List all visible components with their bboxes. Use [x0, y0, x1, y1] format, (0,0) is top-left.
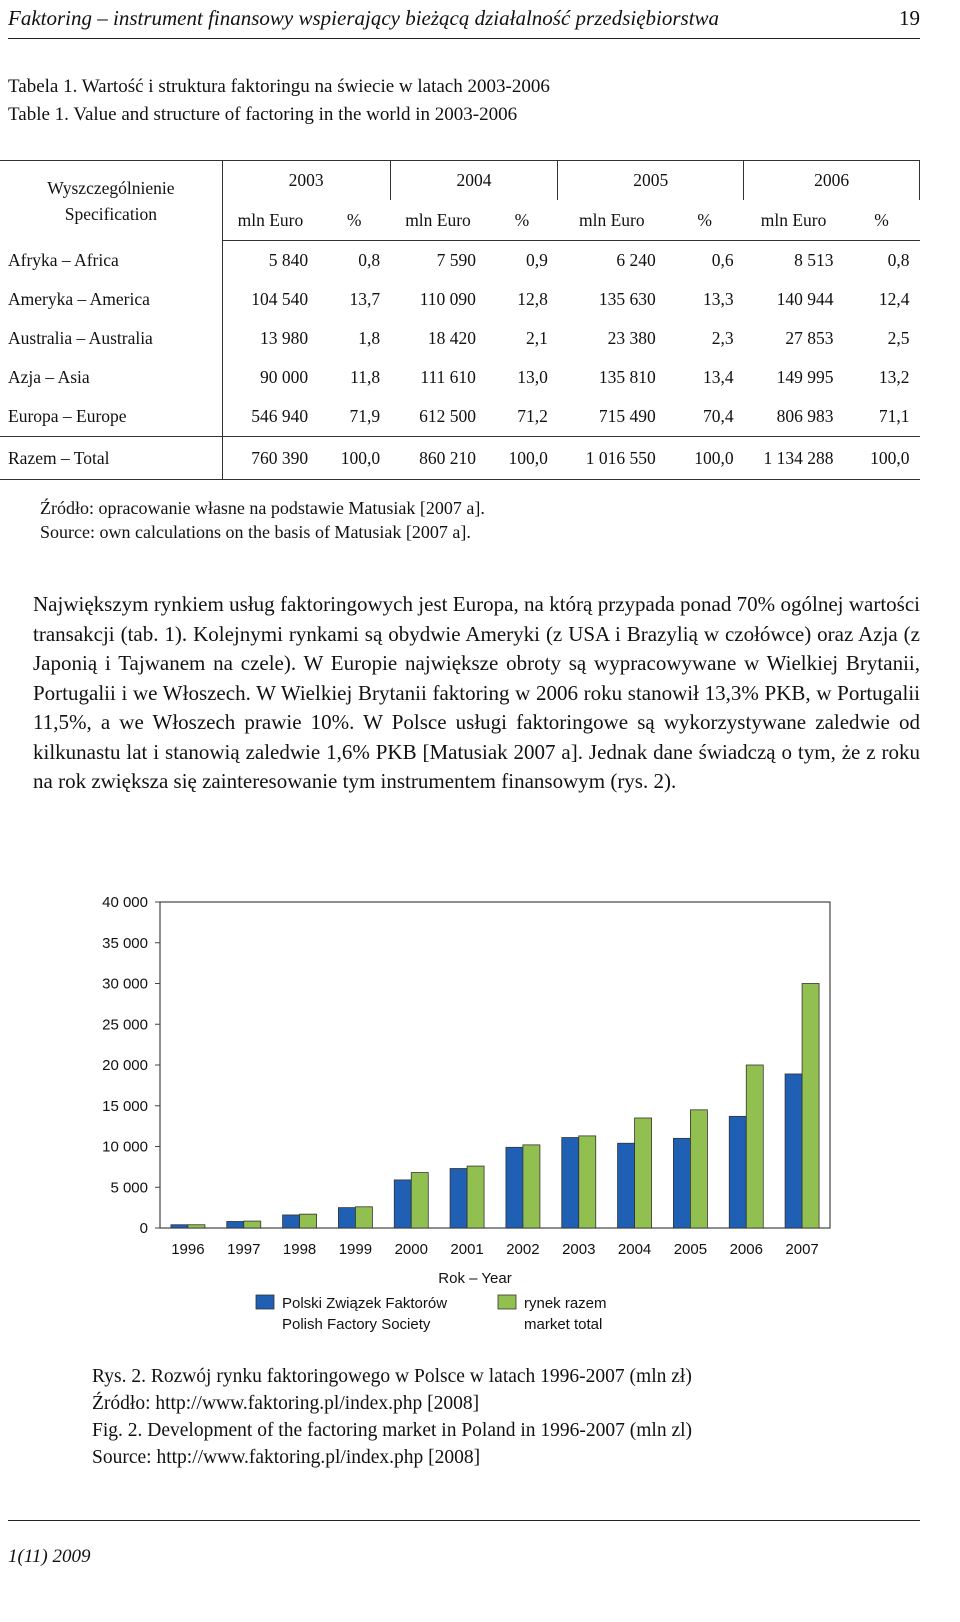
y-tick-label: 15 000: [102, 1097, 148, 1115]
table-body: [0, 241, 920, 480]
table-cell: 860 210: [390, 437, 486, 480]
unit-header: %: [666, 200, 744, 241]
table-cell: 715 490: [598, 406, 656, 426]
x-axis-label: Rok – Year: [438, 1270, 512, 1287]
table-cell: 13 980: [260, 328, 309, 348]
bar-market-total: [579, 1136, 596, 1228]
row-label: Ameryka – America: [0, 280, 222, 319]
x-tick-label: 1996: [171, 1241, 205, 1258]
table-cell: 13,7: [349, 289, 381, 309]
factoring-table: [0, 160, 920, 480]
bar-market-total: [746, 1065, 763, 1228]
table-cell: 110 090: [419, 289, 476, 309]
legend-swatch: [498, 1295, 516, 1309]
x-tick-label: 2007: [785, 1241, 819, 1258]
table-row: [0, 397, 920, 437]
x-tick-label: 2003: [562, 1241, 596, 1258]
table-cell: 90 000: [260, 367, 309, 387]
table-source-en: Source: own calculations on the basis of Matusiak [2007 a].: [40, 522, 471, 542]
bar-pzf: [171, 1225, 188, 1228]
table-total-row: [0, 437, 920, 480]
bar-market-total: [467, 1166, 484, 1228]
table-cell: 71,1: [878, 406, 910, 426]
x-tick-label: 2002: [506, 1241, 540, 1258]
table-cell: 6 240: [616, 250, 656, 270]
table-cell: 140 944: [776, 289, 834, 309]
table-cell: 1 016 550: [558, 437, 666, 480]
bar-market-total: [411, 1173, 428, 1228]
table-cell: 100,0: [318, 437, 390, 480]
table-cell: 8 513: [794, 250, 834, 270]
year-header: 2005: [558, 161, 744, 201]
x-tick-label: 1999: [338, 1241, 373, 1258]
row-label: Europa – Europe: [0, 397, 222, 437]
bar-pzf: [338, 1208, 355, 1228]
table-cell: 11,8: [350, 367, 381, 387]
table-row: [0, 358, 920, 397]
bar-pzf: [283, 1215, 300, 1228]
table-cell: 13,3: [703, 289, 734, 309]
unit-header: %: [486, 200, 558, 241]
y-tick-label: 35 000: [102, 934, 148, 952]
year-header: 2004: [390, 161, 558, 201]
bar-pzf: [618, 1143, 635, 1228]
table-cell: 18 420: [427, 328, 476, 348]
x-tick-label: 2001: [450, 1241, 484, 1258]
table-cell: 13,4: [703, 367, 734, 387]
x-tick-label: 2004: [617, 1241, 652, 1258]
bar-pzf: [785, 1074, 802, 1228]
bar-market-total: [244, 1221, 261, 1228]
bar-market-total: [635, 1118, 652, 1228]
table-cell: 546 940: [251, 406, 309, 426]
y-tick-label: 40 000: [102, 894, 148, 911]
x-tick-label: 2005: [673, 1241, 708, 1258]
y-tick-label: 30 000: [102, 975, 148, 993]
table-cell: 111 610: [420, 367, 476, 387]
year-header: 2003: [222, 161, 390, 201]
bar-market-total: [300, 1214, 317, 1228]
bar-market-total: [355, 1207, 372, 1228]
spec-header: [0, 161, 222, 241]
table-cell: 100,0: [486, 437, 558, 480]
table-cell: 2,5: [887, 328, 910, 348]
spec-header-pl: Wyszczególnienie: [47, 177, 175, 198]
bar-pzf: [729, 1116, 746, 1228]
table-cell: 0,8: [358, 250, 381, 270]
legend-label: Polish Factory Society: [282, 1316, 431, 1333]
unit-header: %: [318, 200, 390, 241]
table-cell: 0,9: [526, 250, 548, 270]
bar-pzf: [394, 1180, 411, 1228]
legend-swatch: [256, 1295, 274, 1309]
spec-header-en: Specification: [64, 203, 158, 224]
table-cell: 23 380: [607, 328, 656, 348]
legend-label: market total: [524, 1316, 603, 1333]
unit-header: mln Euro: [222, 200, 318, 241]
table-cell: 70,4: [703, 406, 734, 426]
table-caption-pl: Tabela 1. Wartość i struktura faktoringu na świecie w latach 2003-2006: [8, 76, 550, 97]
y-tick-label: 25 000: [102, 1016, 148, 1034]
x-tick-label: 1997: [227, 1241, 261, 1258]
table-cell: 135 630: [598, 289, 656, 309]
table-cell: 7 590: [436, 250, 476, 270]
table-cell: 0,8: [887, 250, 910, 270]
running-title: Faktoring – instrument finansowy wspierający bieżącą działalność przedsiębiorstwa: [8, 6, 720, 30]
figure-source-pl: Źródło: http://www.faktoring.pl/index.php [2008]: [92, 1393, 480, 1414]
table-cell: 104 540: [251, 289, 309, 309]
row-label: Afryka – Africa: [0, 241, 222, 281]
y-tick-label: 20 000: [102, 1057, 148, 1074]
bar-market-total: [188, 1225, 205, 1228]
bar-pzf: [450, 1169, 467, 1228]
table-cell: 1,8: [358, 328, 381, 348]
table-cell: 12,4: [878, 289, 910, 309]
figure-caption-pl: Rys. 2. Rozwój rynku faktoringowego w Polsce w latach 1996-2007 (mln zł): [92, 1366, 692, 1387]
table-cell: 13,2: [878, 367, 910, 387]
unit-header: mln Euro: [558, 200, 666, 241]
issue-label: 1(11) 2009: [8, 1546, 91, 1567]
table-cell: 27 853: [785, 328, 834, 348]
x-tick-label: 2006: [729, 1241, 763, 1258]
row-label: Razem – Total: [0, 437, 222, 480]
table-cell: 0,6: [711, 250, 734, 270]
year-header: 2006: [744, 161, 920, 201]
table-cell: 100,0: [666, 437, 744, 480]
table-cell: 12,8: [517, 289, 548, 309]
unit-header: mln Euro: [390, 200, 486, 241]
legend-label: Polski Związek Faktorów: [282, 1295, 448, 1312]
table-cell: 149 995: [776, 367, 834, 387]
row-label: Australia – Australia: [0, 319, 222, 358]
running-header: [8, 2, 920, 39]
table-row: [0, 319, 920, 358]
page-number: 19: [899, 6, 920, 30]
y-tick-label: 5 000: [110, 1179, 148, 1197]
table-cell: 71,2: [517, 406, 548, 426]
table-cell: 1 134 288: [744, 437, 844, 480]
x-tick-label: 2000: [394, 1241, 428, 1258]
table-cell: 2,3: [711, 328, 734, 348]
row-label: Azja – Asia: [0, 358, 222, 397]
footer-rule: [8, 1520, 920, 1521]
table-row: [0, 280, 920, 319]
table-row: [0, 241, 920, 281]
bar-pzf: [506, 1147, 523, 1228]
factoring-market-chart: [80, 882, 840, 1350]
figure-source-en: Source: http://www.faktoring.pl/index.php [2008]: [92, 1447, 481, 1468]
unit-header: mln Euro: [744, 200, 844, 241]
unit-header: %: [843, 200, 919, 241]
table-cell: 760 390: [222, 437, 318, 480]
bar-market-total: [523, 1145, 540, 1228]
table-caption-en: Table 1. Value and structure of factoring in the world in 2003-2006: [8, 104, 518, 125]
table-cell: 5 840: [268, 250, 309, 270]
table-cell: 612 500: [419, 406, 476, 426]
figure-caption-en: Fig. 2. Development of the factoring market in Poland in 1996-2007 (mln zl): [92, 1420, 693, 1441]
bar-pzf: [562, 1138, 579, 1228]
body-paragraph: Największym rynkiem usług faktoringowych jest Europa, na którą przypada ponad 70% ogólnej wartości transakcji (tab. 1). Kolejnymi rynkami są obydwie Ameryki (z USA i Brazylią w czołówce) oraz Azja (z Japonią i Tajwanem na czele). W Europie największe obroty są wypracowywane w Wielkiej Brytanii, Portugalii i we Włoszech. W Wielkiej Brytanii faktoring w 2006 roku stanowił 13,3% PKB, w Portugalii 11,5%, a we Włoszech prawie 10%. W Polsce usługi faktoringowe są wykorzystywane zaledwie od kilkunastu lat i stanowią zaledwie 1,6% PKB [Matusiak 2007 a]. Jednak dane świadczą o tym, że z roku na rok zwiększa się zainteresowanie tym instrumentem finansowym (rys. 2).: [33, 592, 920, 793]
table-cell: 135 810: [598, 367, 656, 387]
y-tick-label: 10 000: [102, 1138, 148, 1156]
bar-market-total: [690, 1110, 707, 1228]
legend-label: rynek razem: [524, 1295, 607, 1312]
table-source-pl: Źródło: opracowanie własne na podstawie Matusiak [2007 a].: [40, 498, 485, 518]
bar-pzf: [673, 1138, 690, 1228]
table-cell: 100,0: [843, 437, 919, 480]
y-tick-label: 0: [139, 1220, 148, 1237]
table-cell: 71,9: [349, 406, 381, 426]
table-cell: 806 983: [776, 406, 834, 426]
table-cell: 2,1: [526, 328, 548, 348]
bar-market-total: [802, 984, 819, 1229]
table-cell: 13,0: [517, 367, 548, 387]
bar-pzf: [227, 1221, 244, 1228]
x-tick-label: 1998: [282, 1241, 317, 1258]
